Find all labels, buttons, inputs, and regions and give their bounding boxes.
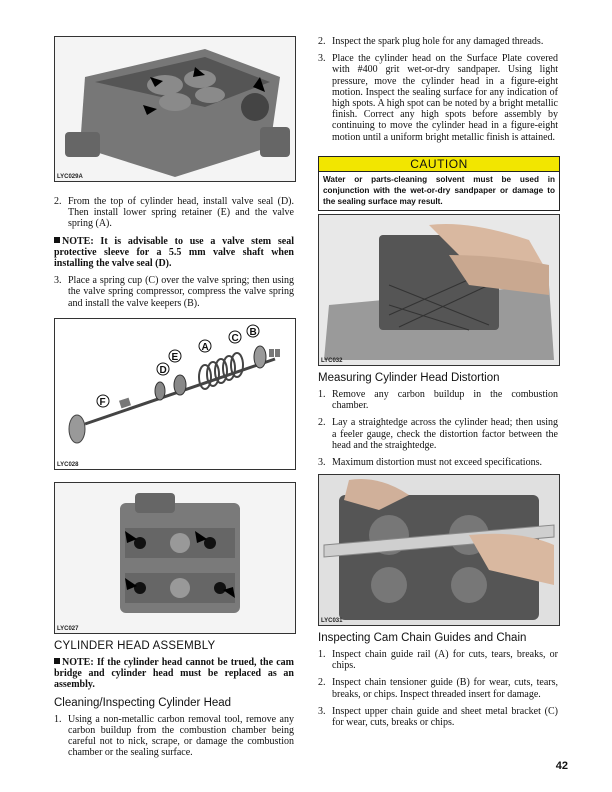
- caution-header: CAUTION: [318, 156, 560, 172]
- figure-cylinder-head-bottom: [54, 482, 296, 634]
- figure-cylinder-head-top: [54, 36, 296, 182]
- callout-b: B: [249, 327, 257, 338]
- figure-label: LYC031: [321, 618, 343, 624]
- figure-valve-components: [54, 318, 296, 470]
- steps-list: [318, 389, 558, 468]
- list-item: 2. From the top of cylinder head, install valve seal (D). Then install lower spring retainer (E) and the valve spring (A).: [54, 196, 294, 230]
- list-item: 1. Using a non-metallic carbon removal tool, remove any carbon buildup from the combustion chamber being careful not to nick, scrape, or damage the combustion chamber or the sealing surface.: [54, 713, 294, 759]
- list-item: 2. Inspect the spark plug hole for any damaged threads.: [318, 36, 544, 47]
- valve-exploded-diagram: [55, 319, 295, 469]
- right-text-block-1: [318, 36, 558, 149]
- figure-straightedge: [318, 474, 560, 626]
- steps-list: [54, 275, 294, 309]
- left-text-block-1: [54, 196, 294, 315]
- steps-list: [54, 196, 294, 230]
- list-item: 1. Remove any carbon buildup in the combustion chamber.: [318, 389, 558, 412]
- sanding-photo: [319, 215, 559, 365]
- figure-sandpaper: [318, 214, 560, 366]
- right-text-block-2: [318, 372, 558, 474]
- list-item: 1. Inspect chain guide rail (A) for cuts, tears, breaks, or chips.: [318, 649, 558, 672]
- page-number: 42: [555, 760, 568, 772]
- list-item: 3. Inspect upper chain guide and sheet metal bracket (C) for wear, cuts, breaks or chips.: [318, 705, 558, 729]
- callout-e: E: [171, 352, 179, 363]
- cylinder-head-photo: [55, 37, 295, 181]
- note-square-icon: [54, 237, 60, 243]
- figure-label: LYC028: [57, 462, 79, 468]
- callout-c: C: [231, 333, 239, 344]
- list-item: 3. Place the cylinder head on the Surface Plate covered with #400 grit wet-or-dry sandpaper. Using light pressure, move the cylinder head in a figure-eight motion. Inspect the sealing surface for any indication of high spots. A high spot can be noted by a bright metallic finish. Correct any high spots before assembly by continuing to move the cylinder head in a figure-eight motion until a uniform bright metallic finish is attained.: [318, 53, 558, 143]
- note-square-icon: [54, 658, 60, 664]
- callout-f: F: [99, 397, 106, 408]
- list-item: 2. Lay a straightedge across the cylinder head; then using a feeler gauge, check the distortion factor between the head and the straightedge.: [318, 417, 558, 451]
- left-text-block-2: [54, 640, 294, 764]
- cylinder-head-photo-2: [55, 483, 295, 633]
- subheading-cleaning: Cleaning/Inspecting Cylinder Head: [54, 696, 232, 709]
- note-valve-seal: NOTE: It is advisable to use a valve stem seal protective sleeve for a 5.5 mm valve shaft when installing the valve seal (D).: [54, 235, 294, 270]
- subheading-cam-chain: Inspecting Cam Chain Guides and Chain: [318, 632, 527, 644]
- figure-label: LYC029A: [57, 174, 83, 180]
- straightedge-photo: [319, 475, 559, 625]
- list-item: 3. Maximum distortion must not exceed specifications.: [318, 457, 542, 469]
- figure-label: LYC032: [321, 358, 343, 364]
- callout-a: A: [201, 342, 209, 353]
- right-text-block-3: [318, 632, 558, 734]
- figure-label: LYC027: [57, 626, 79, 632]
- steps-list: [318, 36, 558, 143]
- list-item: 3. Place a spring cup (C) over the valve spring; then using the valve spring compressor, compress the valve spring and install the valve keepers (B).: [54, 275, 294, 309]
- steps-list: [54, 714, 294, 759]
- list-item: 2. Inspect chain tensioner guide (B) for wear, cuts, tears, breaks, or chips. Inspect threaded insert for damage.: [318, 677, 558, 700]
- section-heading-assembly: CYLINDER HEAD ASSEMBLY: [54, 640, 216, 652]
- note-cam-bridge: NOTE: If the cylinder head cannot be trued, the cam bridge and cylinder head must be replaced as an assembly.: [54, 657, 294, 691]
- callout-d: D: [159, 365, 167, 376]
- subheading-distortion: Measuring Cylinder Head Distortion: [318, 372, 500, 384]
- steps-list: [318, 649, 558, 728]
- caution-text: Water or parts-cleaning solvent must be used in conjunction with the wet-or-dry sandpaper or damage to the sealing surface may result.: [318, 171, 560, 211]
